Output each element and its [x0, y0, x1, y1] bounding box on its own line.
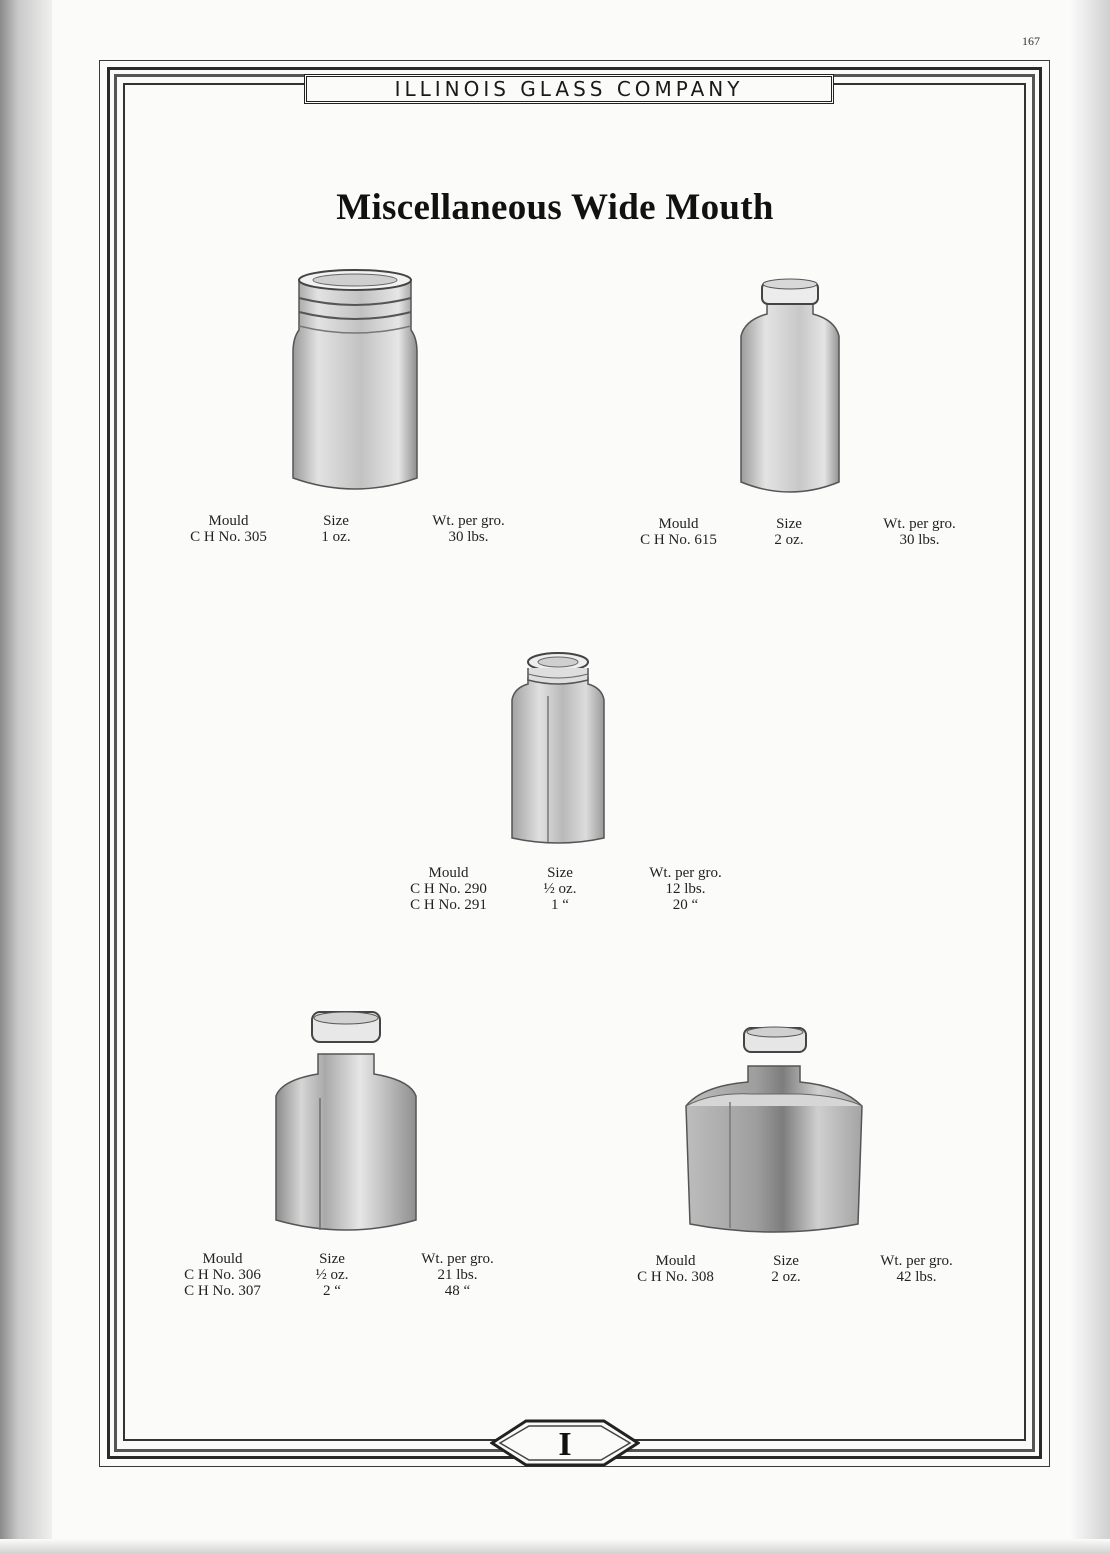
- company-name: ILLINOIS GLASS COMPANY: [394, 77, 744, 101]
- weight-label: Wt. per gro.: [421, 1251, 494, 1267]
- mould-value: C H No. 615: [640, 532, 717, 548]
- weight-label: Wt. per gro.: [432, 513, 505, 529]
- size-label: Size: [319, 1251, 345, 1267]
- weight-value: 12 lbs.: [665, 881, 706, 897]
- weight-value: 21 lbs.: [437, 1267, 478, 1283]
- weight-value: 48 “: [444, 1283, 471, 1299]
- spec-size-column: [756, 1253, 816, 1285]
- emblem-letter: I: [558, 1426, 572, 1463]
- mould-value: C H No. 306: [184, 1267, 261, 1283]
- page-edge-shadow: [1070, 0, 1110, 1553]
- mould-label: Mould: [202, 1251, 243, 1267]
- bottle-image-305: [285, 268, 425, 494]
- mould-value: C H No. 305: [190, 529, 267, 545]
- mould-value: C H No. 307: [184, 1283, 261, 1299]
- spec-weight-column: [628, 865, 743, 913]
- weight-value: 20 “: [672, 897, 699, 913]
- mould-label: Mould: [655, 1253, 696, 1269]
- bottle-image-306: [272, 1008, 420, 1236]
- size-value: ½ oz.: [315, 1267, 349, 1283]
- page-bottom-edge: [0, 1539, 1110, 1553]
- weight-value: 42 lbs.: [896, 1269, 937, 1285]
- page-gutter-shadow: [0, 0, 52, 1553]
- size-value: 1 oz.: [321, 529, 351, 545]
- bottle-image-615: [735, 276, 845, 498]
- header-plate: [304, 74, 834, 104]
- weight-label: Wt. per gro.: [649, 865, 722, 881]
- size-value: 2 oz.: [771, 1269, 801, 1285]
- spec-mould-column: [176, 513, 281, 545]
- spec-size-column: [306, 513, 366, 545]
- weight-label: Wt. per gro.: [883, 516, 956, 532]
- size-value: ½ oz.: [543, 881, 577, 897]
- spec-mould-column: [170, 1251, 275, 1299]
- size-value: 2 oz.: [774, 532, 804, 548]
- size-label: Size: [776, 516, 802, 532]
- page-title: Miscellaneous Wide Mouth: [336, 187, 774, 228]
- mould-label: Mould: [658, 516, 699, 532]
- weight-label: Wt. per gro.: [880, 1253, 953, 1269]
- spec-mould-column: [626, 516, 731, 548]
- spec-size-column: [530, 865, 590, 913]
- size-value: 2 “: [323, 1283, 341, 1299]
- spec-size-column: [302, 1251, 362, 1299]
- mould-value: C H No. 308: [637, 1269, 714, 1285]
- size-label: Size: [323, 513, 349, 529]
- spec-size-column: [759, 516, 819, 548]
- mould-label: Mould: [208, 513, 249, 529]
- mould-value: C H No. 291: [410, 897, 487, 913]
- mould-label: Mould: [428, 865, 469, 881]
- spec-weight-column: [411, 513, 526, 545]
- size-label: Size: [773, 1253, 799, 1269]
- spec-weight-column: [400, 1251, 515, 1299]
- mould-value: C H No. 290: [410, 881, 487, 897]
- spec-weight-column: [859, 1253, 974, 1285]
- weight-value: 30 lbs.: [448, 529, 489, 545]
- bottle-image-308: [682, 1024, 866, 1238]
- weight-value: 30 lbs.: [899, 532, 940, 548]
- bottle-image-290: [508, 650, 608, 850]
- spec-mould-column: [396, 865, 501, 913]
- page-number: 167: [1022, 34, 1040, 48]
- company-emblem-diamond: [490, 1418, 640, 1468]
- spec-weight-column: [862, 516, 977, 548]
- spec-mould-column: [623, 1253, 728, 1285]
- size-value: 1 “: [551, 897, 569, 913]
- size-label: Size: [547, 865, 573, 881]
